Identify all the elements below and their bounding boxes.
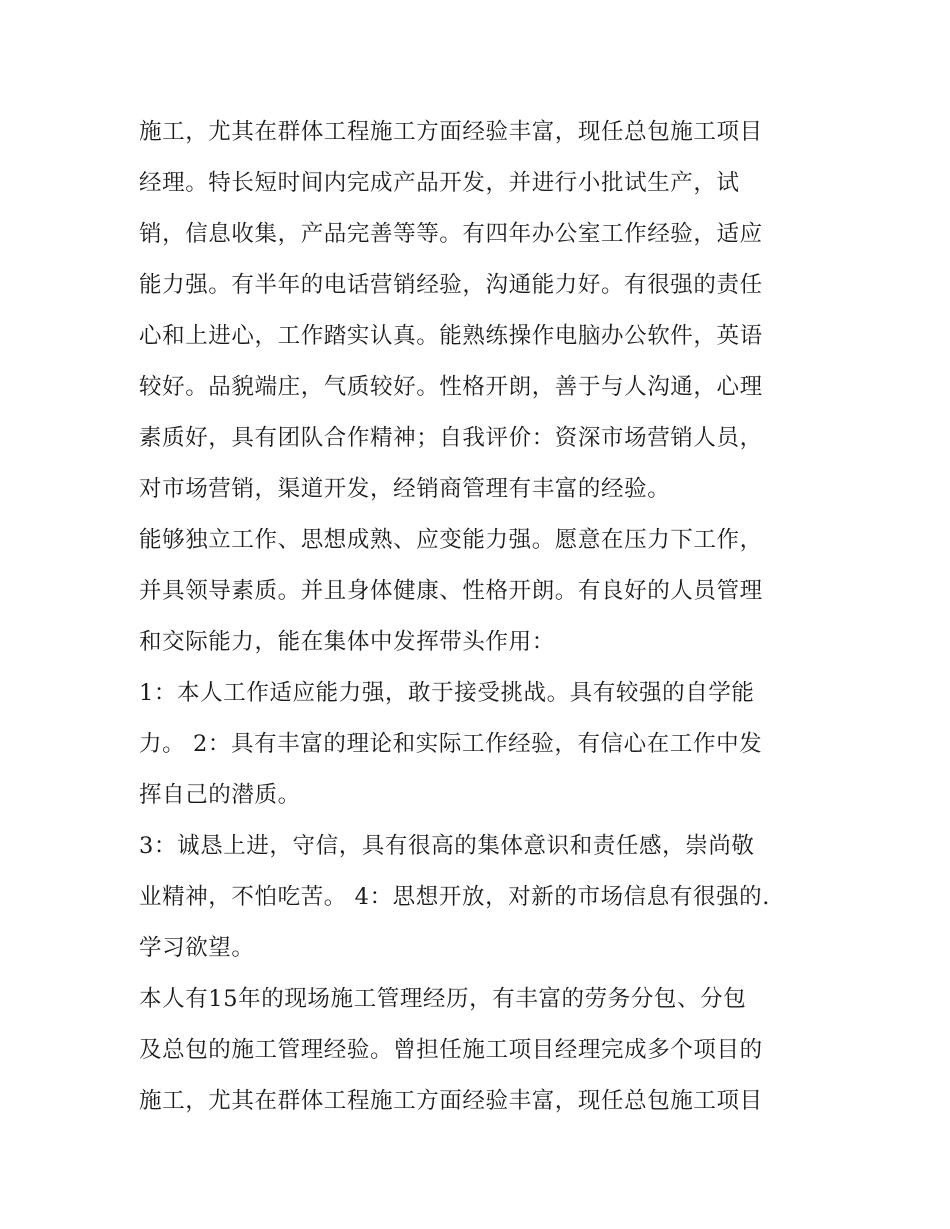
text-line: 并具领导素质。并且身体健康、性格开朗。有良好的人员管理 (139, 578, 763, 604)
text-line: 对市场营销，渠道开发，经销商管理有丰富的经验。 (139, 476, 671, 502)
text-line: 及总包的施工管理经验。曾担任施工项目经理完成多个项目的 (139, 1037, 763, 1063)
text-line: 力。 2：具有丰富的理论和实际工作经验，有信心在工作中发 (139, 731, 763, 757)
text-line: 和交际能力，能在集体中发挥带头作用： (139, 629, 555, 655)
text-line: 能够独立工作、思想成熟、应变能力强。愿意在压力下工作， (139, 527, 763, 553)
text-line: 3：诚恳上进，守信，具有很高的集体意识和责任感，崇尚敬 (139, 833, 755, 859)
text-line: 较好。品貌端庄，气质较好。性格开朗，善于与人沟通，心理 (139, 374, 763, 400)
body-text (139, 107, 814, 1127)
text-line: 1：本人工作适应能力强，敢于接受挑战。具有较强的自学能 (139, 680, 755, 706)
text-line: 素质好，具有团队合作精神；自我评价：资深市场营销人员， (139, 425, 763, 451)
text-line: 本人有15年的现场施工管理经历，有丰富的劳务分包、分包 (139, 986, 747, 1012)
text-line: 能力强。有半年的电话营销经验，沟通能力好。有很强的责任 (139, 272, 763, 298)
text-line: 挥自己的潜质。 (139, 782, 301, 808)
text-line: 学习欲望。 (139, 935, 255, 961)
text-line: 业精神，不怕吃苦。 4：思想开放，对新的市场信息有很强的. (139, 884, 771, 910)
text-line: 心和上进心，工作踏实认真。能熟练操作电脑办公软件，英语 (139, 323, 763, 349)
text-line: 施工，尤其在群体工程施工方面经验丰富，现任总包施工项目 (139, 1088, 763, 1114)
text-line: 经理。特长短时间内完成产品开发，并进行小批试生产，试 (139, 170, 740, 196)
text-line: 施工，尤其在群体工程施工方面经验丰富，现任总包施工项目 (139, 119, 763, 145)
text-line: 销，信息收集，产品完善等等。有四年办公室工作经验，适应 (139, 221, 763, 247)
